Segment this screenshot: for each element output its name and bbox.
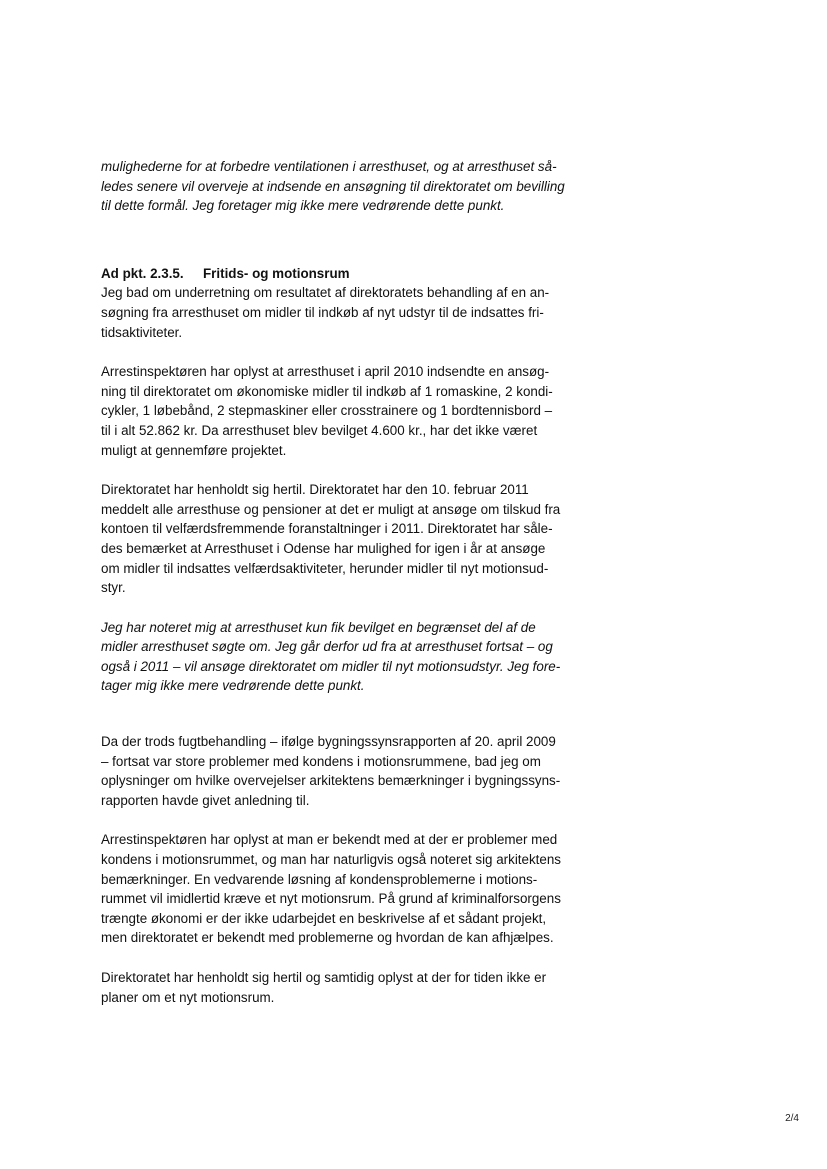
paragraph-request [101, 283, 601, 342]
paragraph-ombudsman-conclusion [101, 618, 601, 696]
text-line: des bemærket at Arresthuset i Odense har mulighed for igen i år at ansøge [101, 540, 546, 556]
text-line: meddelt alle arresthuse og pensioner at det er muligt at ansøge om tilskud fra [101, 501, 561, 517]
text-line: også i 2011 – vil ansøge direktoratet om midler til nyt motionsudstyr. Jeg fore- [101, 658, 561, 674]
text-line: cykler, 1 løbebånd, 2 stepmaskiner eller crosstrainere og 1 bordtennisbord – [101, 403, 553, 419]
text-line: Jeg bad om underretning om resultatet af direktoratets behandling af en an- [101, 285, 550, 301]
text-line: planer om et nyt motionsrum. [101, 989, 275, 1005]
text-line: kondens i motionsrummet, og man har naturligvis også noteret sig arkitektens [101, 852, 561, 868]
text-line: muligt at gennemføre projektet. [101, 442, 287, 458]
text-line: Direktoratet har henholdt sig hertil. Direktoratet har den 10. februar 2011 [101, 482, 529, 498]
text-line: men direktoratet er bekendt med problemerne og hvordan de kan afhjælpes. [101, 930, 554, 946]
text-line: bemærkninger. En vedvarende løsning af kondensproblemerne i motions- [101, 871, 538, 887]
section-heading [101, 264, 601, 284]
text-line: rapporten havde givet anledning til. [101, 792, 310, 808]
text-line: mulighederne for at forbedre ventilationen i arresthuset, og at arresthuset så- [101, 159, 557, 174]
paragraph-inspector-statement [101, 362, 601, 460]
text-line: ning til direktoratet om økonomiske midler til indkøb af 1 romaskine, 2 kondi- [101, 383, 553, 399]
paragraph-condensation-statement [101, 830, 601, 948]
paragraph-directorate-final [101, 968, 601, 1007]
text-line: kontoen til velfærdsfremmende foranstaltninger i 2011. Direktoratet har såle- [101, 521, 553, 537]
text-line: styr. [101, 580, 126, 596]
text-line: rummet vil imidlertid kræve et nyt motionsrum. På grund af kriminalforsorgens [101, 891, 561, 907]
text-line: Arrestinspektøren har oplyst at man er bekendt med at der er problemer med [101, 832, 558, 848]
text-line: tager mig ikke mere vedrørende dette punkt. [101, 678, 365, 694]
text-line: Jeg har noteret mig at arresthuset kun fik bevilget en begrænset del af de [101, 619, 536, 635]
text-line: oplysninger om hvilke overvejelser arkitektens bemærkninger i bygningssyns- [101, 773, 561, 789]
text-line: ledes senere vil overveje at indsende en ansøgning til direktoratet om bevilling [101, 178, 565, 194]
text-line: søgning fra arresthuset om midler til indkøb af nyt udstyr til de indsattes fri- [101, 304, 544, 320]
section-title: Fritids- og motionsrum [203, 265, 350, 281]
document-body [101, 157, 601, 1007]
text-line: til dette formål. Jeg foretager mig ikke mere vedrørende dette punkt. [101, 198, 505, 214]
text-line: Direktoratet har henholdt sig hertil og samtidig oplyst at der for tiden ikke er [101, 970, 547, 985]
text-line: Da der trods fugtbehandling – ifølge bygningssynsrapporten af 20. april 2009 [101, 734, 556, 750]
text-line: til i alt 52.862 kr. Da arresthuset blev bevilget 4.600 kr., har det ikke været [101, 422, 538, 438]
section-number: Ad pkt. 2.3.5. [101, 265, 184, 281]
text-line: Arrestinspektøren har oplyst at arresthuset i april 2010 indsendte en ansøg- [101, 364, 550, 380]
text-line: trængte økonomi er der ikke udarbejdet en beskrivelse af et sådant projekt, [101, 910, 547, 926]
page-number: 2/4 [785, 1113, 799, 1124]
text-line: – fortsat var store problemer med kondens i motionsrummene, bad jeg om [101, 753, 541, 769]
text-line: om midler til indsattes velfærdsaktiviteter, herunder midler til nyt motionsud- [101, 560, 549, 576]
intro-paragraph [101, 157, 601, 216]
paragraph-directorate-statement [101, 480, 601, 598]
paragraph-condensation-request [101, 732, 601, 810]
text-line: tidsaktiviteter. [101, 324, 183, 340]
text-line: midler arresthuset søgte om. Jeg går derfor ud fra at arresthuset fortsat – og [101, 639, 553, 655]
